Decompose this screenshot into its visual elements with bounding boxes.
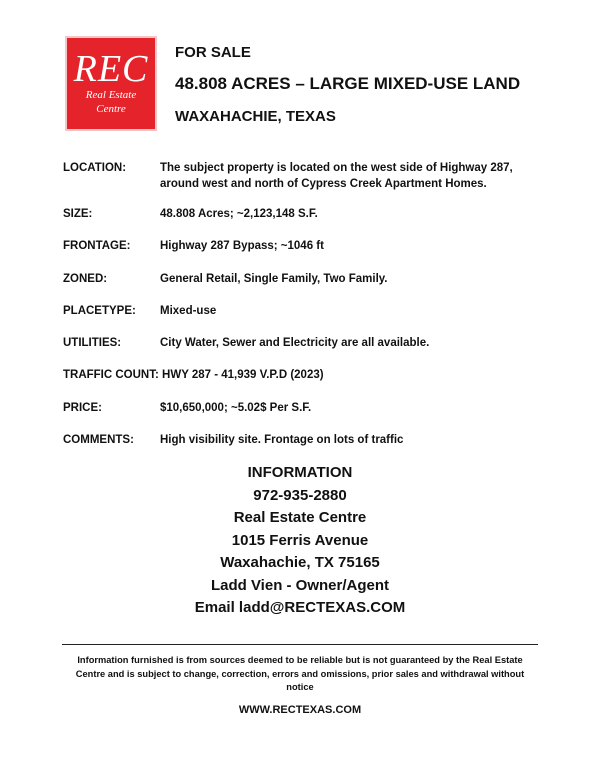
listing-title: 48.808 ACRES – LARGE MIXED-USE LAND: [175, 74, 521, 93]
logo-subtitle-line-2: Centre: [96, 103, 126, 115]
detail-value: Highway 287 Bypass; ~1046 ft: [160, 240, 324, 252]
detail-label: LOCATION:: [63, 162, 127, 174]
info-agent: Ladd Vien - Owner/Agent: [210, 576, 390, 594]
info-email: Email ladd@RECTEXAS.COM: [194, 599, 406, 616]
detail-label: ZONED:: [63, 273, 108, 285]
logo-subtitle-line-1: Real Estate: [85, 89, 137, 101]
info-company: Real Estate Centre: [233, 509, 367, 526]
info-city: Waxahachie, TX 75165: [220, 554, 380, 571]
detail-value: Mixed-use: [160, 305, 217, 317]
detail-label: PRICE:: [63, 402, 102, 414]
detail-label: COMMENTS:: [63, 434, 134, 446]
detail-value: General Retail, Single Family, Two Family.: [160, 273, 388, 285]
detail-value: The subject property is located on the west side of Highway 287, around west and north of Cypress Creek Apartment Homes.: [160, 162, 513, 190]
contact-information: [0, 462, 600, 620]
for-sale-heading: FOR SALE: [175, 44, 251, 61]
detail-value: High visibility site. Frontage on lots of traffic: [160, 434, 404, 446]
detail-label: TRAFFIC COUNT:: [63, 369, 159, 381]
detail-value: HWY 287 - 41,939 V.P.D (2023): [162, 369, 324, 381]
info-phone: 972-935-2880: [253, 486, 347, 504]
info-title: INFORMATION: [247, 464, 353, 481]
disclaimer-text: Information furnished is from sources deemed to be reliable but is not guaranteed by the Real Estate Centre and is subject to change, correction, errors and omissions, prior sales and withdrawal without notice: [75, 655, 525, 692]
company-logo: [65, 36, 157, 131]
logo-text: REC: [73, 48, 149, 90]
detail-label: UTILITIES:: [63, 337, 122, 349]
detail-label: PLACETYPE:: [63, 305, 136, 317]
detail-value: 48.808 Acres; ~2,123,148 S.F.: [160, 208, 318, 220]
detail-label: FRONTAGE:: [63, 240, 131, 252]
detail-value: $10,650,000; ~5.02$ Per S.F.: [160, 402, 312, 414]
footer-divider: [62, 644, 538, 645]
detail-row-traffic-count: [63, 367, 324, 383]
detail-value: City Water, Sewer and Electricity are all available.: [160, 337, 430, 349]
info-street: 1015 Ferris Avenue: [231, 531, 369, 549]
detail-label: SIZE:: [63, 208, 93, 220]
listing-location: WAXAHACHIE, TEXAS: [175, 108, 336, 125]
website-link: WWW.RECTEXAS.COM: [238, 704, 362, 716]
